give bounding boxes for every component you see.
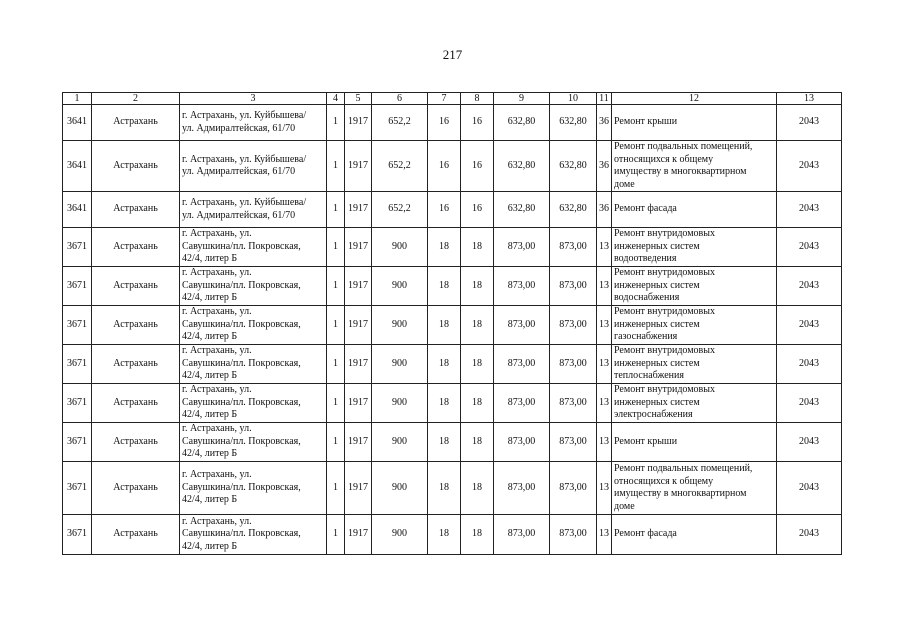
cell-col9: 873,00 — [494, 515, 550, 555]
cell-col9: 873,00 — [494, 267, 550, 306]
cell-object-id: 3671 — [63, 515, 92, 555]
cell-col11: 13 — [597, 267, 612, 306]
cell-col11: 13 — [597, 306, 612, 345]
column-number: 6 — [372, 93, 428, 105]
cell-year: 1917 — [345, 462, 372, 515]
cell-col9: 873,00 — [494, 228, 550, 267]
cell-col9: 873,00 — [494, 306, 550, 345]
cell-area: 900 — [372, 345, 428, 384]
cell-work-type-line: водоотведения — [614, 253, 677, 265]
cell-year: 1917 — [345, 141, 372, 192]
cell-work-type-line: инженерных систем — [614, 318, 700, 330]
cell-col9: 632,80 — [494, 105, 550, 141]
cell-year-planned: 2043 — [777, 267, 842, 306]
cell-area: 900 — [372, 267, 428, 306]
cell-col8: 18 — [461, 462, 494, 515]
cell-address-line: г. Астрахань, ул. — [182, 306, 252, 318]
cell-col4: 1 — [327, 462, 345, 515]
table-row — [63, 141, 842, 192]
cell-work-type-line: Ремонт внутридомовых — [614, 345, 716, 357]
cell-area: 652,2 — [372, 192, 428, 228]
cell-col8: 18 — [461, 345, 494, 384]
cell-col8: 18 — [461, 267, 494, 306]
cell-address-line: г. Астрахань, ул. — [182, 469, 252, 481]
column-number: 3 — [180, 93, 327, 105]
cell-address — [180, 515, 327, 555]
cell-col8: 16 — [461, 141, 494, 192]
cell-year: 1917 — [345, 515, 372, 555]
cell-address — [180, 462, 327, 515]
cell-year-planned: 2043 — [777, 462, 842, 515]
cell-object-id: 3641 — [63, 105, 92, 141]
cell-year: 1917 — [345, 267, 372, 306]
cell-work-type-line: Ремонт фасада — [614, 203, 677, 215]
cell-year-planned: 2043 — [777, 306, 842, 345]
cell-object-id: 3641 — [63, 192, 92, 228]
cell-area: 900 — [372, 515, 428, 555]
cell-address-line: г. Астрахань, ул. — [182, 228, 252, 240]
table-row — [63, 306, 842, 345]
cell-city: Астрахань — [92, 345, 180, 384]
cell-work-type-line: электроснабжения — [614, 409, 693, 421]
cell-col10: 873,00 — [550, 515, 597, 555]
table-row — [63, 192, 842, 228]
cell-work-type — [612, 462, 777, 515]
cell-col10: 873,00 — [550, 345, 597, 384]
cell-col4: 1 — [327, 192, 345, 228]
cell-col10: 632,80 — [550, 105, 597, 141]
cell-col10: 873,00 — [550, 306, 597, 345]
cell-work-type-line: инженерных систем — [614, 240, 700, 252]
column-number: 9 — [494, 93, 550, 105]
cell-work-type-line: Ремонт внутридомовых — [614, 228, 716, 240]
cell-work-type — [612, 141, 777, 192]
cell-address-line: 42/4, литер Б — [182, 331, 238, 343]
cell-col9: 632,80 — [494, 141, 550, 192]
cell-address-line: 42/4, литер Б — [182, 540, 238, 552]
cell-address-line: 42/4, литер Б — [182, 494, 238, 506]
cell-col11: 13 — [597, 228, 612, 267]
cell-col7: 16 — [428, 141, 461, 192]
cell-object-id: 3671 — [63, 384, 92, 423]
cell-address — [180, 192, 327, 228]
cell-work-type-line: инженерных систем — [614, 279, 700, 291]
cell-col7: 18 — [428, 423, 461, 462]
column-number: 11 — [597, 93, 612, 105]
cell-col10: 873,00 — [550, 423, 597, 462]
cell-address — [180, 384, 327, 423]
table-row — [63, 515, 842, 555]
cell-year-planned: 2043 — [777, 141, 842, 192]
cell-work-type — [612, 384, 777, 423]
cell-address — [180, 228, 327, 267]
column-number: 13 — [777, 93, 842, 105]
repair-register-table — [62, 92, 842, 555]
cell-year-planned: 2043 — [777, 105, 842, 141]
cell-work-type-line: Ремонт внутридомовых — [614, 384, 716, 396]
cell-address — [180, 267, 327, 306]
cell-work-type-line: имуществу в многоквартирном — [614, 166, 747, 177]
cell-year: 1917 — [345, 345, 372, 384]
cell-col10: 632,80 — [550, 141, 597, 192]
cell-work-type-line: Ремонт подвальных помещений, — [614, 141, 753, 152]
cell-area: 900 — [372, 228, 428, 267]
table-row — [63, 384, 842, 423]
cell-address-line: ул. Адмиралтейская, 61/70 — [182, 209, 296, 221]
cell-object-id: 3671 — [63, 462, 92, 515]
cell-work-type-line: Ремонт крыши — [614, 435, 678, 447]
cell-year-planned: 2043 — [777, 345, 842, 384]
cell-year-planned: 2043 — [777, 423, 842, 462]
cell-col8: 16 — [461, 105, 494, 141]
cell-col8: 16 — [461, 192, 494, 228]
cell-col7: 18 — [428, 515, 461, 555]
cell-city: Астрахань — [92, 423, 180, 462]
cell-col7: 16 — [428, 192, 461, 228]
cell-object-id: 3671 — [63, 228, 92, 267]
table-row — [63, 267, 842, 306]
cell-work-type-line: Ремонт подвальных помещений, — [614, 463, 753, 474]
cell-address-line: г. Астрахань, ул. — [182, 267, 252, 279]
cell-area: 900 — [372, 384, 428, 423]
cell-object-id: 3641 — [63, 141, 92, 192]
cell-work-type-line: инженерных систем — [614, 396, 700, 408]
cell-col9: 873,00 — [494, 423, 550, 462]
cell-city: Астрахань — [92, 515, 180, 555]
cell-col7: 18 — [428, 345, 461, 384]
cell-col4: 1 — [327, 141, 345, 192]
column-number: 7 — [428, 93, 461, 105]
cell-col11: 36 — [597, 192, 612, 228]
cell-year-planned: 2043 — [777, 228, 842, 267]
column-number: 12 — [612, 93, 777, 105]
cell-year-planned: 2043 — [777, 515, 842, 555]
cell-city: Астрахань — [92, 228, 180, 267]
cell-col10: 873,00 — [550, 228, 597, 267]
cell-year: 1917 — [345, 192, 372, 228]
cell-col9: 873,00 — [494, 345, 550, 384]
cell-col11: 13 — [597, 515, 612, 555]
column-number-row — [63, 93, 842, 105]
cell-city: Астрахань — [92, 462, 180, 515]
table-row — [63, 228, 842, 267]
cell-col4: 1 — [327, 306, 345, 345]
page-number: 217 — [442, 47, 463, 62]
cell-area: 652,2 — [372, 105, 428, 141]
cell-col9: 632,80 — [494, 192, 550, 228]
cell-work-type — [612, 192, 777, 228]
cell-work-type — [612, 423, 777, 462]
cell-work-type-line: газоснабжения — [614, 331, 678, 343]
cell-col11: 13 — [597, 423, 612, 462]
cell-object-id: 3671 — [63, 423, 92, 462]
cell-year: 1917 — [345, 105, 372, 141]
cell-col11: 36 — [597, 141, 612, 192]
cell-address — [180, 141, 327, 192]
cell-work-type — [612, 306, 777, 345]
cell-address-line: г. Астрахань, ул. — [182, 515, 252, 527]
cell-col11: 13 — [597, 345, 612, 384]
cell-address-line: 42/4, литер Б — [182, 253, 238, 265]
cell-col8: 18 — [461, 228, 494, 267]
cell-area: 652,2 — [372, 141, 428, 192]
cell-address-line: г. Астрахань, ул. — [182, 345, 252, 357]
cell-work-type-line: водоснабжения — [614, 292, 680, 304]
cell-address-line: 42/4, литер Б — [182, 292, 238, 304]
cell-work-type-line: теплоснабжения — [614, 370, 684, 382]
cell-col7: 18 — [428, 306, 461, 345]
cell-work-type-line: Ремонт внутридомовых — [614, 306, 716, 318]
cell-address-line: Савушкина/пл. Покровская, — [182, 396, 301, 408]
cell-year: 1917 — [345, 228, 372, 267]
cell-address-line: г. Астрахань, ул. — [182, 423, 252, 435]
cell-object-id: 3671 — [63, 345, 92, 384]
cell-col7: 18 — [428, 267, 461, 306]
cell-city: Астрахань — [92, 105, 180, 141]
cell-address — [180, 105, 327, 141]
cell-col10: 873,00 — [550, 267, 597, 306]
cell-work-type — [612, 515, 777, 555]
cell-address-line: Савушкина/пл. Покровская, — [182, 528, 301, 540]
cell-address — [180, 345, 327, 384]
cell-address-line: г. Астрахань, ул. Куйбышева/ — [182, 197, 307, 208]
cell-work-type-line: Ремонт крыши — [614, 116, 678, 128]
cell-col9: 873,00 — [494, 462, 550, 515]
cell-col11: 36 — [597, 105, 612, 141]
cell-col8: 18 — [461, 384, 494, 423]
cell-work-type — [612, 105, 777, 141]
table-row — [63, 423, 842, 462]
cell-city: Астрахань — [92, 306, 180, 345]
cell-col7: 18 — [428, 384, 461, 423]
cell-col10: 632,80 — [550, 192, 597, 228]
column-number: 4 — [327, 93, 345, 105]
cell-col4: 1 — [327, 228, 345, 267]
cell-work-type-line: инженерных систем — [614, 357, 700, 369]
cell-col11: 13 — [597, 462, 612, 515]
cell-col9: 873,00 — [494, 384, 550, 423]
cell-work-type-line: Ремонт фасада — [614, 528, 677, 540]
cell-work-type — [612, 267, 777, 306]
cell-year: 1917 — [345, 384, 372, 423]
table-body — [63, 93, 842, 555]
cell-year: 1917 — [345, 423, 372, 462]
cell-city: Астрахань — [92, 384, 180, 423]
cell-col4: 1 — [327, 515, 345, 555]
cell-work-type-line: Ремонт внутридомовых — [614, 267, 716, 279]
cell-work-type-line: имуществу в многоквартирном — [614, 488, 747, 499]
cell-col4: 1 — [327, 384, 345, 423]
cell-address — [180, 306, 327, 345]
cell-col7: 18 — [428, 228, 461, 267]
cell-work-type-line: доме — [614, 500, 635, 512]
cell-address-line: Савушкина/пл. Покровская, — [182, 435, 301, 447]
cell-col11: 13 — [597, 384, 612, 423]
cell-address-line: г. Астрахань, ул. Куйбышева/ — [182, 153, 307, 165]
cell-address-line: Савушкина/пл. Покровская, — [182, 481, 301, 493]
table-row — [63, 462, 842, 515]
column-number: 5 — [345, 93, 372, 105]
cell-address-line: 42/4, литер Б — [182, 409, 238, 421]
cell-year: 1917 — [345, 306, 372, 345]
cell-address-line: ул. Адмиралтейская, 61/70 — [182, 166, 296, 177]
cell-col8: 18 — [461, 515, 494, 555]
column-number: 2 — [92, 93, 180, 105]
cell-col10: 873,00 — [550, 462, 597, 515]
cell-area: 900 — [372, 462, 428, 515]
cell-address-line: Савушкина/пл. Покровская, — [182, 318, 301, 330]
cell-col4: 1 — [327, 267, 345, 306]
cell-col4: 1 — [327, 345, 345, 384]
cell-col8: 18 — [461, 423, 494, 462]
cell-city: Астрахань — [92, 267, 180, 306]
table-row — [63, 105, 842, 141]
cell-work-type-line: относящихся к общему — [614, 153, 714, 165]
cell-work-type-line: относящихся к общему — [614, 475, 714, 487]
cell-city: Астрахань — [92, 141, 180, 192]
cell-address-line: Савушкина/пл. Покровская, — [182, 357, 301, 369]
cell-address-line: 42/4, литер Б — [182, 448, 238, 460]
cell-work-type — [612, 228, 777, 267]
cell-address-line: Савушкина/пл. Покровская, — [182, 279, 301, 291]
cell-work-type-line: доме — [614, 178, 635, 190]
cell-year-planned: 2043 — [777, 192, 842, 228]
cell-address-line: 42/4, литер Б — [182, 370, 238, 382]
cell-address-line: Савушкина/пл. Покровская, — [182, 240, 301, 252]
column-number: 8 — [461, 93, 494, 105]
cell-object-id: 3671 — [63, 267, 92, 306]
cell-address-line: г. Астрахань, ул. Куйбышева/ — [182, 110, 307, 121]
cell-year-planned: 2043 — [777, 384, 842, 423]
cell-col10: 873,00 — [550, 384, 597, 423]
column-number: 1 — [63, 93, 92, 105]
cell-work-type — [612, 345, 777, 384]
cell-area: 900 — [372, 306, 428, 345]
cell-city: Астрахань — [92, 192, 180, 228]
cell-col4: 1 — [327, 423, 345, 462]
cell-address-line: ул. Адмиралтейская, 61/70 — [182, 122, 296, 134]
cell-object-id: 3671 — [63, 306, 92, 345]
cell-address-line: г. Астрахань, ул. — [182, 384, 252, 396]
cell-address — [180, 423, 327, 462]
cell-col7: 18 — [428, 462, 461, 515]
cell-col7: 16 — [428, 105, 461, 141]
cell-area: 900 — [372, 423, 428, 462]
column-number: 10 — [550, 93, 597, 105]
cell-col8: 18 — [461, 306, 494, 345]
table-row — [63, 345, 842, 384]
cell-col4: 1 — [327, 105, 345, 141]
